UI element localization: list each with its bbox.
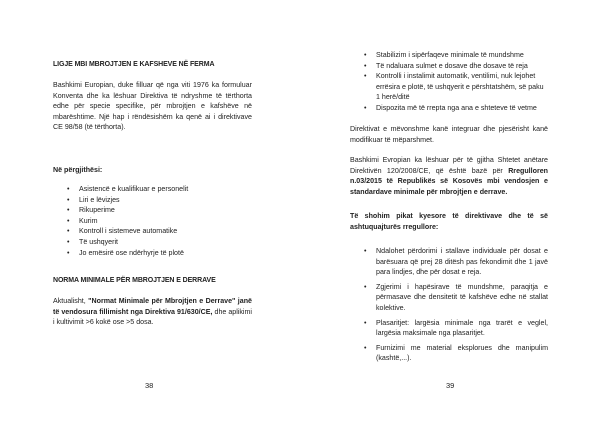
requirements-list-bottom [362, 246, 548, 364]
list-item: • Stabilizim i sipërfaqeve minimale të mundshme [364, 51, 524, 59]
goals-list [65, 184, 250, 258]
pig-norms-paragraph [53, 296, 252, 328]
goals-heading: Në përgjithësi: [53, 166, 103, 174]
list-item: • Furnizimi me material eksplorues dhe manipulim (kashtë,...). [364, 343, 548, 363]
list-item: • Ndalohet përdorimi i stallave individuale për dosat e barësuara që prej 28 ditësh pas fekondimit dhe 1 javë para lindjes, dhe për dosat e reja. [364, 247, 548, 277]
regulation-text-intro: Bashkimi Evropian ka lëshuar për të gjitha Shtetet anëtare Direktivën 120/2008/CE, që është bazë për [350, 156, 548, 175]
right-page [300, 0, 600, 425]
list-item: • Plasaritjet: largësia minimale nga trarët e veglel, largësia maksimale nga plasaritjet. [364, 318, 548, 338]
list-item: • Dispozita më të rrepta nga ana e shteteve të vetme [364, 103, 537, 112]
list-item: • Jo emësirë ose ndërhyrje të plotë [67, 248, 184, 257]
pig-norms-text-bold: "Normat Minimale për Mbrojtjen e Derrave" janë të vendosura fillimisht nga Direktiva 91/630/CE, [53, 297, 252, 316]
pig-norms-text-end: dhe aplikimi i kultivimit >6 kokë ose >5 dosa. [53, 307, 252, 327]
pig-norms-text-intro: Aktualisht, [53, 297, 89, 305]
list-item: • Të ndaluara sulmet e dosave dhe dosave të reja [364, 61, 528, 70]
directives-paragraph: Direktivat e mëvonshme kanë integruar dhe pjesërisht kanë modifikuar të mëparshmet. [350, 125, 548, 144]
list-item: • Të ushqyerit [67, 237, 119, 246]
list-item: • Asistencë e kualifikuar e personelit [67, 185, 189, 193]
key-points-heading: Të shohim pikat kyesore të direktivave dhe të së ashtuquajturës rregullore: [350, 212, 548, 231]
regulation-text-bold: Rregulloren n.03/2015 të Republikës së Kosovës mbi vendosjen e standardave minimale për mbrojtjen e derrave. [350, 166, 548, 196]
page-number-right: 39 [446, 381, 455, 390]
list-item: • Liri e lëvizjes [67, 195, 120, 204]
list-item: • Kontroll i sistemeve automatike [67, 227, 178, 236]
intro-paragraph: Bashkimi Europian, duke filluar që nga viti 1976 ka formuluar Konventa dhe ka lëshuar Direktiva të ndryshme të tërthorta edhe për specie specifike, për mbrojtjen e kafshëve në mbarështime. Një hap i rëndësishëm ka qenë ai i direktivave CE 98/58 (të tërthorta). [53, 81, 252, 132]
list-item: • Zgjerimi i hapësirave të mundshme, paraqitja e përmasave dhe densitetit të kafshëve edhe në stallat kolektive. [364, 282, 548, 312]
regulation-paragraph [350, 155, 548, 197]
section-title-pig-norms: NORMA MINIMALE PËR MBROJTJEN E DERRAVE [53, 277, 216, 284]
list-item: • Rikuperime [67, 206, 115, 215]
list-item: • Kontrolli i instalimit automatik, ventilimi, nuk lejohet errësira e plotë, të ushqyerit e përshtatshëm, së paku 1 herë/ditë [364, 72, 544, 102]
page-number-left: 38 [145, 381, 154, 390]
requirements-list-top [362, 50, 548, 114]
section-title-animal-protection: LIGJE MBI MBROJTJEN E KAFSHEVE NË FERMA [53, 61, 215, 68]
list-item: • Kurim [67, 216, 98, 225]
